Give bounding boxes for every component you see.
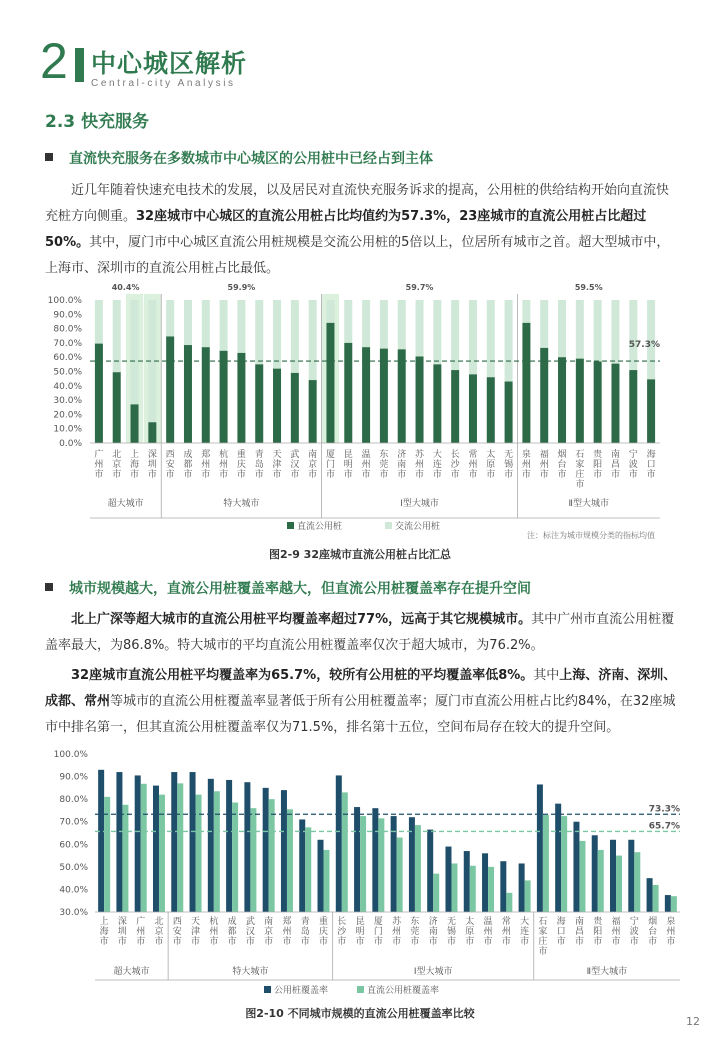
- bar-dc: [470, 866, 476, 912]
- x-tick-label: 武汉市: [245, 917, 255, 947]
- bar-dc: [653, 885, 659, 912]
- bar-ac: [95, 300, 103, 344]
- x-tick-label: 北京市: [112, 450, 122, 480]
- x-tick-label: 厦门市: [373, 917, 383, 947]
- bar-total: [519, 863, 525, 912]
- group-mean-label: 40.4%: [111, 283, 140, 292]
- paragraph-1-text-a: 近几年随着快速充电技术的发展，以及居民对直流快充服务诉求的提高，公用桩的供给结构开始向直流快充桩方向侧重。: [45, 183, 670, 224]
- group-label: Ⅱ型大城市: [586, 967, 628, 977]
- bar-ac: [594, 300, 602, 361]
- bar-dc: [255, 364, 263, 443]
- paragraph-2: [45, 607, 677, 659]
- bar-dc: [671, 896, 677, 912]
- bar-dc: [629, 370, 637, 443]
- y-tick-label: 50.0%: [53, 367, 82, 378]
- bar-dc: [451, 370, 459, 443]
- bar-dc: [159, 795, 165, 912]
- x-tick-label: 海口市: [646, 450, 656, 480]
- bar-dc: [398, 349, 406, 443]
- bar-ac: [309, 300, 317, 380]
- bar-dc: [488, 867, 494, 912]
- bullet-square-icon: [45, 153, 53, 161]
- x-tick-label: 大连市: [520, 917, 530, 947]
- x-tick-label: 泉州市: [666, 917, 676, 947]
- chart-note: 注：标注为城市规模分类的指标均值: [527, 531, 655, 540]
- chapter-accent-bar: [75, 48, 84, 82]
- bar-dc: [220, 351, 228, 443]
- bar-ac: [184, 300, 192, 345]
- bar-dc: [326, 323, 334, 443]
- group-mean-label: 59.7%: [405, 283, 434, 292]
- x-tick-label: 无锡市: [504, 450, 514, 480]
- x-tick-label: 武汉市: [290, 450, 300, 480]
- x-tick-label: 厦门市: [325, 450, 335, 480]
- bar-ac: [362, 300, 370, 347]
- x-tick-label: 北京市: [154, 917, 164, 947]
- y-tick-label: 40.0%: [59, 885, 88, 896]
- bar-total: [372, 808, 378, 912]
- chart-dc-share: [0, 278, 720, 543]
- x-tick-label: 深圳市: [147, 450, 157, 480]
- bar-total: [628, 840, 634, 912]
- legend-swatch-dc: [357, 986, 364, 993]
- bar-total: [226, 780, 232, 912]
- y-tick-label: 10.0%: [53, 424, 82, 435]
- bar-ac: [220, 300, 228, 351]
- x-tick-label: 昆明市: [355, 917, 365, 947]
- legend-swatch-dc: [287, 522, 294, 529]
- group-label: 超大城市: [107, 499, 144, 509]
- bar-dc: [647, 379, 655, 443]
- bullet-heading-2-text: 城市规模越大，直流公用桩覆盖率越大，但直流公用桩覆盖率存在提升空间: [69, 581, 531, 597]
- bar-dc: [433, 364, 441, 443]
- average-label: 73.3%: [648, 804, 680, 815]
- bar-dc: [594, 361, 602, 443]
- bar-total: [263, 788, 269, 912]
- bar-dc: [196, 795, 202, 912]
- chapter-number: 2: [40, 33, 68, 89]
- x-tick-label: 南京市: [308, 450, 318, 480]
- bar-total: [135, 775, 141, 912]
- legend-swatch-ac: [385, 522, 392, 529]
- x-tick-label: 石家庄市: [538, 917, 548, 957]
- bar-dc: [505, 382, 513, 443]
- x-tick-label: 杭州市: [219, 450, 229, 480]
- bar-dc: [342, 792, 348, 912]
- bar-total: [555, 804, 561, 912]
- bar-dc: [148, 422, 156, 443]
- y-tick-label: 60.0%: [59, 840, 88, 851]
- x-tick-label: 福州市: [539, 450, 549, 480]
- y-tick-label: 80.0%: [59, 795, 88, 806]
- bar-dc: [433, 874, 439, 912]
- x-tick-label: 天津市: [272, 450, 282, 480]
- bar-total: [427, 830, 433, 912]
- bar-dc: [416, 356, 424, 443]
- x-tick-label: 苏州市: [392, 917, 402, 947]
- bar-total: [500, 861, 506, 912]
- bar-ac: [629, 300, 637, 370]
- chart-dc-coverage: [0, 742, 720, 1010]
- x-tick-label: 长沙市: [450, 450, 460, 480]
- paragraph-1: [45, 178, 677, 282]
- bar-ac: [237, 300, 245, 353]
- y-tick-label: 70.0%: [53, 338, 82, 349]
- x-tick-label: 重庆市: [319, 917, 329, 947]
- x-tick-label: 上海市: [99, 917, 109, 947]
- y-tick-label: 40.0%: [53, 381, 82, 392]
- bar-ac: [469, 300, 477, 374]
- average-label: 65.7%: [648, 821, 680, 832]
- x-tick-label: 太原市: [486, 450, 496, 480]
- bar-total: [318, 840, 324, 912]
- x-tick-label: 成都市: [227, 917, 237, 947]
- y-tick-label: 0.0%: [59, 439, 82, 449]
- bar-total: [98, 770, 104, 912]
- x-tick-label: 杭州市: [209, 917, 219, 947]
- y-tick-label: 30.0%: [59, 908, 88, 918]
- x-tick-label: 南昌市: [574, 917, 584, 947]
- bullet-heading-1-text: 直流快充服务在多数城市中心城区的公用桩中已经占到主体: [69, 151, 433, 167]
- x-tick-label: 太原市: [465, 917, 475, 947]
- x-tick-label: 成都市: [183, 450, 193, 480]
- bar-dc: [487, 377, 495, 443]
- bar-total: [244, 782, 250, 912]
- bar-total: [171, 772, 177, 912]
- x-tick-label: 东莞市: [379, 450, 389, 480]
- bullet-heading-2: [45, 578, 531, 598]
- bullet-heading-1: [45, 148, 433, 168]
- paragraph-3: [45, 663, 677, 741]
- x-tick-label: 昆明市: [343, 450, 353, 480]
- y-tick-label: 20.0%: [53, 410, 82, 421]
- bar-dc: [269, 799, 275, 912]
- paragraph-1-text-b: 其中，厦门市中心城区直流公用桩规模是交流公用桩的5倍以上，位居所有城市之首。超大型城市中，上海市、深圳市的直流公用桩占比最低。: [45, 235, 670, 276]
- x-tick-label: 宁波市: [629, 917, 639, 947]
- x-tick-label: 上海市: [130, 450, 140, 480]
- group-label: 超大城市: [113, 967, 150, 977]
- bar-ac: [398, 300, 406, 349]
- bar-total: [573, 822, 579, 912]
- bullet-square-icon: [45, 583, 53, 591]
- x-tick-label: 济南市: [428, 917, 438, 947]
- bar-dc: [397, 838, 403, 912]
- bar-total: [537, 784, 543, 912]
- x-tick-label: 福州市: [611, 917, 621, 947]
- paragraph-1-bold: 32座城市中心城区的直流公用桩占比均值约为57.3%，23座城市的直流公用桩占比超过50%。: [45, 209, 647, 250]
- bar-dc: [344, 343, 352, 443]
- legend-label-total: 公用桩覆盖率: [274, 986, 329, 996]
- bar-ac: [291, 300, 299, 373]
- bar-dc: [558, 357, 566, 443]
- bar-dc: [273, 369, 281, 443]
- bar-total: [592, 835, 598, 912]
- chapter-subtitle: Central-city Analysis: [91, 78, 236, 89]
- bar-ac: [487, 300, 495, 377]
- bar-ac: [416, 300, 424, 356]
- bar-total: [281, 790, 287, 912]
- bar-total: [665, 895, 671, 912]
- x-tick-label: 烟台市: [557, 450, 567, 480]
- bar-dc: [232, 803, 238, 912]
- y-tick-label: 70.0%: [59, 817, 88, 828]
- bar-dc: [522, 323, 530, 443]
- average-label: 57.3%: [628, 340, 660, 351]
- bar-dc: [237, 353, 245, 443]
- x-tick-label: 温州市: [483, 917, 493, 947]
- bar-total: [464, 851, 470, 912]
- bar-ac: [131, 300, 139, 404]
- x-tick-label: 南京市: [264, 917, 274, 947]
- x-tick-label: 广州市: [136, 917, 146, 947]
- x-tick-label: 常州市: [501, 917, 511, 947]
- bar-dc: [95, 344, 103, 443]
- bar-ac: [326, 300, 334, 323]
- bar-dc: [451, 863, 457, 912]
- bar-dc: [309, 380, 317, 443]
- x-tick-label: 大连市: [432, 450, 442, 480]
- chapter-title: 中心城区解析: [91, 49, 248, 78]
- bar-dc: [184, 345, 192, 443]
- bar-dc: [131, 404, 139, 443]
- x-tick-label: 贵阳市: [593, 917, 603, 947]
- bar-dc: [378, 818, 384, 912]
- legend-label-dc: 直流公用桩: [297, 522, 343, 532]
- y-tick-label: 100.0%: [47, 296, 82, 306]
- bar-dc: [360, 816, 366, 912]
- bar-total: [482, 853, 488, 912]
- bar-dc: [214, 791, 220, 912]
- y-tick-label: 60.0%: [53, 353, 82, 364]
- x-tick-label: 郑州市: [201, 450, 211, 480]
- bar-dc: [543, 815, 549, 912]
- bar-dc: [166, 336, 174, 443]
- bar-total: [647, 878, 653, 912]
- bar-ac: [451, 300, 459, 370]
- bar-ac: [273, 300, 281, 369]
- page-number: 12: [686, 1015, 700, 1028]
- y-tick-label: 50.0%: [59, 862, 88, 873]
- x-tick-label: 郑州市: [282, 917, 292, 947]
- x-tick-label: 济南市: [397, 450, 407, 480]
- legend-label-ac: 交流公用桩: [395, 522, 441, 532]
- bar-dc: [561, 816, 567, 912]
- bar-dc: [113, 372, 121, 443]
- x-tick-label: 青岛市: [300, 917, 310, 947]
- bar-ac: [433, 300, 441, 364]
- x-tick-label: 西安市: [172, 917, 182, 947]
- paragraph-2-bold: 北上广深等超大城市的直流公用桩平均覆盖率超过77%，远高于其它规模城市。: [71, 612, 532, 627]
- chart2-caption: 图2-10 不同城市规模的直流公用桩覆盖率比较: [245, 1007, 475, 1020]
- x-tick-label: 常州市: [468, 450, 478, 480]
- bar-dc: [506, 893, 512, 912]
- group-label: 特大城市: [232, 967, 269, 977]
- bar-dc: [287, 809, 293, 912]
- paragraph-3-text-b: 等城市的直流公用桩覆盖率显著低于所有公用桩覆盖率；厦门市直流公用桩占比约84%，在32座城市中排名第一，但其直流公用桩覆盖率仅为71.5%，排名第十五位，空间布局存在较大的提升空间。: [45, 694, 676, 735]
- x-tick-label: 石家庄市: [575, 450, 585, 490]
- bar-total: [354, 807, 360, 912]
- bar-total: [336, 775, 342, 912]
- bar-dc: [469, 374, 477, 443]
- x-tick-label: 海口市: [556, 917, 566, 947]
- x-tick-label: 烟台市: [648, 917, 658, 947]
- bar-total: [445, 847, 451, 912]
- bar-dc: [415, 825, 421, 912]
- bar-ac: [202, 300, 210, 347]
- bar-ac: [576, 300, 584, 359]
- bar-ac: [344, 300, 352, 343]
- bar-dc: [634, 852, 640, 912]
- bar-total: [116, 772, 122, 912]
- bar-dc: [611, 364, 619, 443]
- group-label: 特大城市: [223, 499, 260, 509]
- bar-ac: [540, 300, 548, 348]
- x-tick-label: 泉州市: [521, 450, 531, 480]
- bar-dc: [380, 349, 388, 443]
- legend-label-dc: 直流公用桩覆盖率: [367, 986, 440, 996]
- bar-ac: [505, 300, 513, 382]
- bar-total: [190, 772, 196, 912]
- bar-dc: [141, 784, 147, 912]
- legend-swatch-total: [264, 986, 271, 993]
- x-tick-label: 深圳市: [117, 917, 127, 947]
- group-label: Ⅰ型大城市: [413, 967, 453, 977]
- bar-ac: [380, 300, 388, 349]
- x-tick-label: 西安市: [165, 450, 175, 480]
- bar-total: [299, 819, 305, 912]
- section-title: 2.3 快充服务: [45, 112, 150, 132]
- bar-dc: [540, 348, 548, 443]
- x-tick-label: 天津市: [191, 917, 201, 947]
- bar-dc: [616, 856, 622, 912]
- bar-dc: [122, 805, 128, 912]
- group-mean-label: 59.5%: [574, 283, 603, 292]
- bar-ac: [166, 300, 174, 336]
- x-tick-label: 南昌市: [610, 450, 620, 480]
- group-label: Ⅱ型大城市: [568, 499, 609, 509]
- x-tick-label: 长沙市: [337, 917, 347, 947]
- group-label: Ⅰ型大城市: [400, 499, 439, 509]
- bar-dc: [579, 841, 585, 912]
- y-tick-label: 90.0%: [53, 310, 82, 321]
- paragraph-3-text-a: 其中: [533, 668, 560, 683]
- bar-dc: [598, 850, 604, 912]
- bar-ac: [558, 300, 566, 357]
- paragraph-3-bold-b: 上海、济南、深圳、成都、常州: [45, 668, 677, 709]
- bar-dc: [250, 808, 256, 912]
- x-tick-label: 青岛市: [254, 450, 264, 480]
- bar-dc: [525, 880, 531, 912]
- x-tick-label: 无锡市: [446, 917, 456, 947]
- x-tick-label: 宁波市: [628, 450, 638, 480]
- group-mean-label: 59.9%: [227, 283, 256, 292]
- bar-dc: [305, 827, 311, 912]
- x-tick-label: 温州市: [361, 450, 371, 480]
- y-tick-label: 90.0%: [59, 772, 88, 783]
- bar-total: [610, 840, 616, 912]
- bar-total: [153, 786, 159, 912]
- y-tick-label: 30.0%: [53, 396, 82, 407]
- paragraph-3-bold-a: 32座城市直流公用桩平均覆盖率为65.7%，较所有公用桩的平均覆盖率低8%。: [71, 668, 534, 683]
- bar-dc: [177, 783, 183, 912]
- bar-total: [391, 816, 397, 912]
- x-tick-label: 广州市: [94, 450, 104, 480]
- chart1-caption: 图2-9 32座城市直流公用桩占比汇总: [268, 548, 451, 561]
- x-tick-label: 重庆市: [236, 450, 246, 480]
- bar-ac: [522, 300, 530, 323]
- x-tick-label: 贵阳市: [593, 450, 603, 480]
- x-tick-label: 东莞市: [410, 917, 420, 947]
- x-tick-label: 苏州市: [415, 450, 425, 480]
- bar-dc: [291, 373, 299, 443]
- bar-dc: [576, 359, 584, 443]
- bar-dc: [324, 850, 330, 912]
- y-tick-label: 80.0%: [53, 324, 82, 335]
- bar-ac: [611, 300, 619, 364]
- bar-total: [208, 779, 214, 912]
- paragraph-2-text: 其中广州市直流公用桩覆盖率最大，为86.8%。特大城市的平均直流公用桩覆盖率仅次于超大城市，为76.2%。: [45, 612, 675, 653]
- bar-ac: [255, 300, 263, 364]
- y-tick-label: 100.0%: [53, 750, 88, 760]
